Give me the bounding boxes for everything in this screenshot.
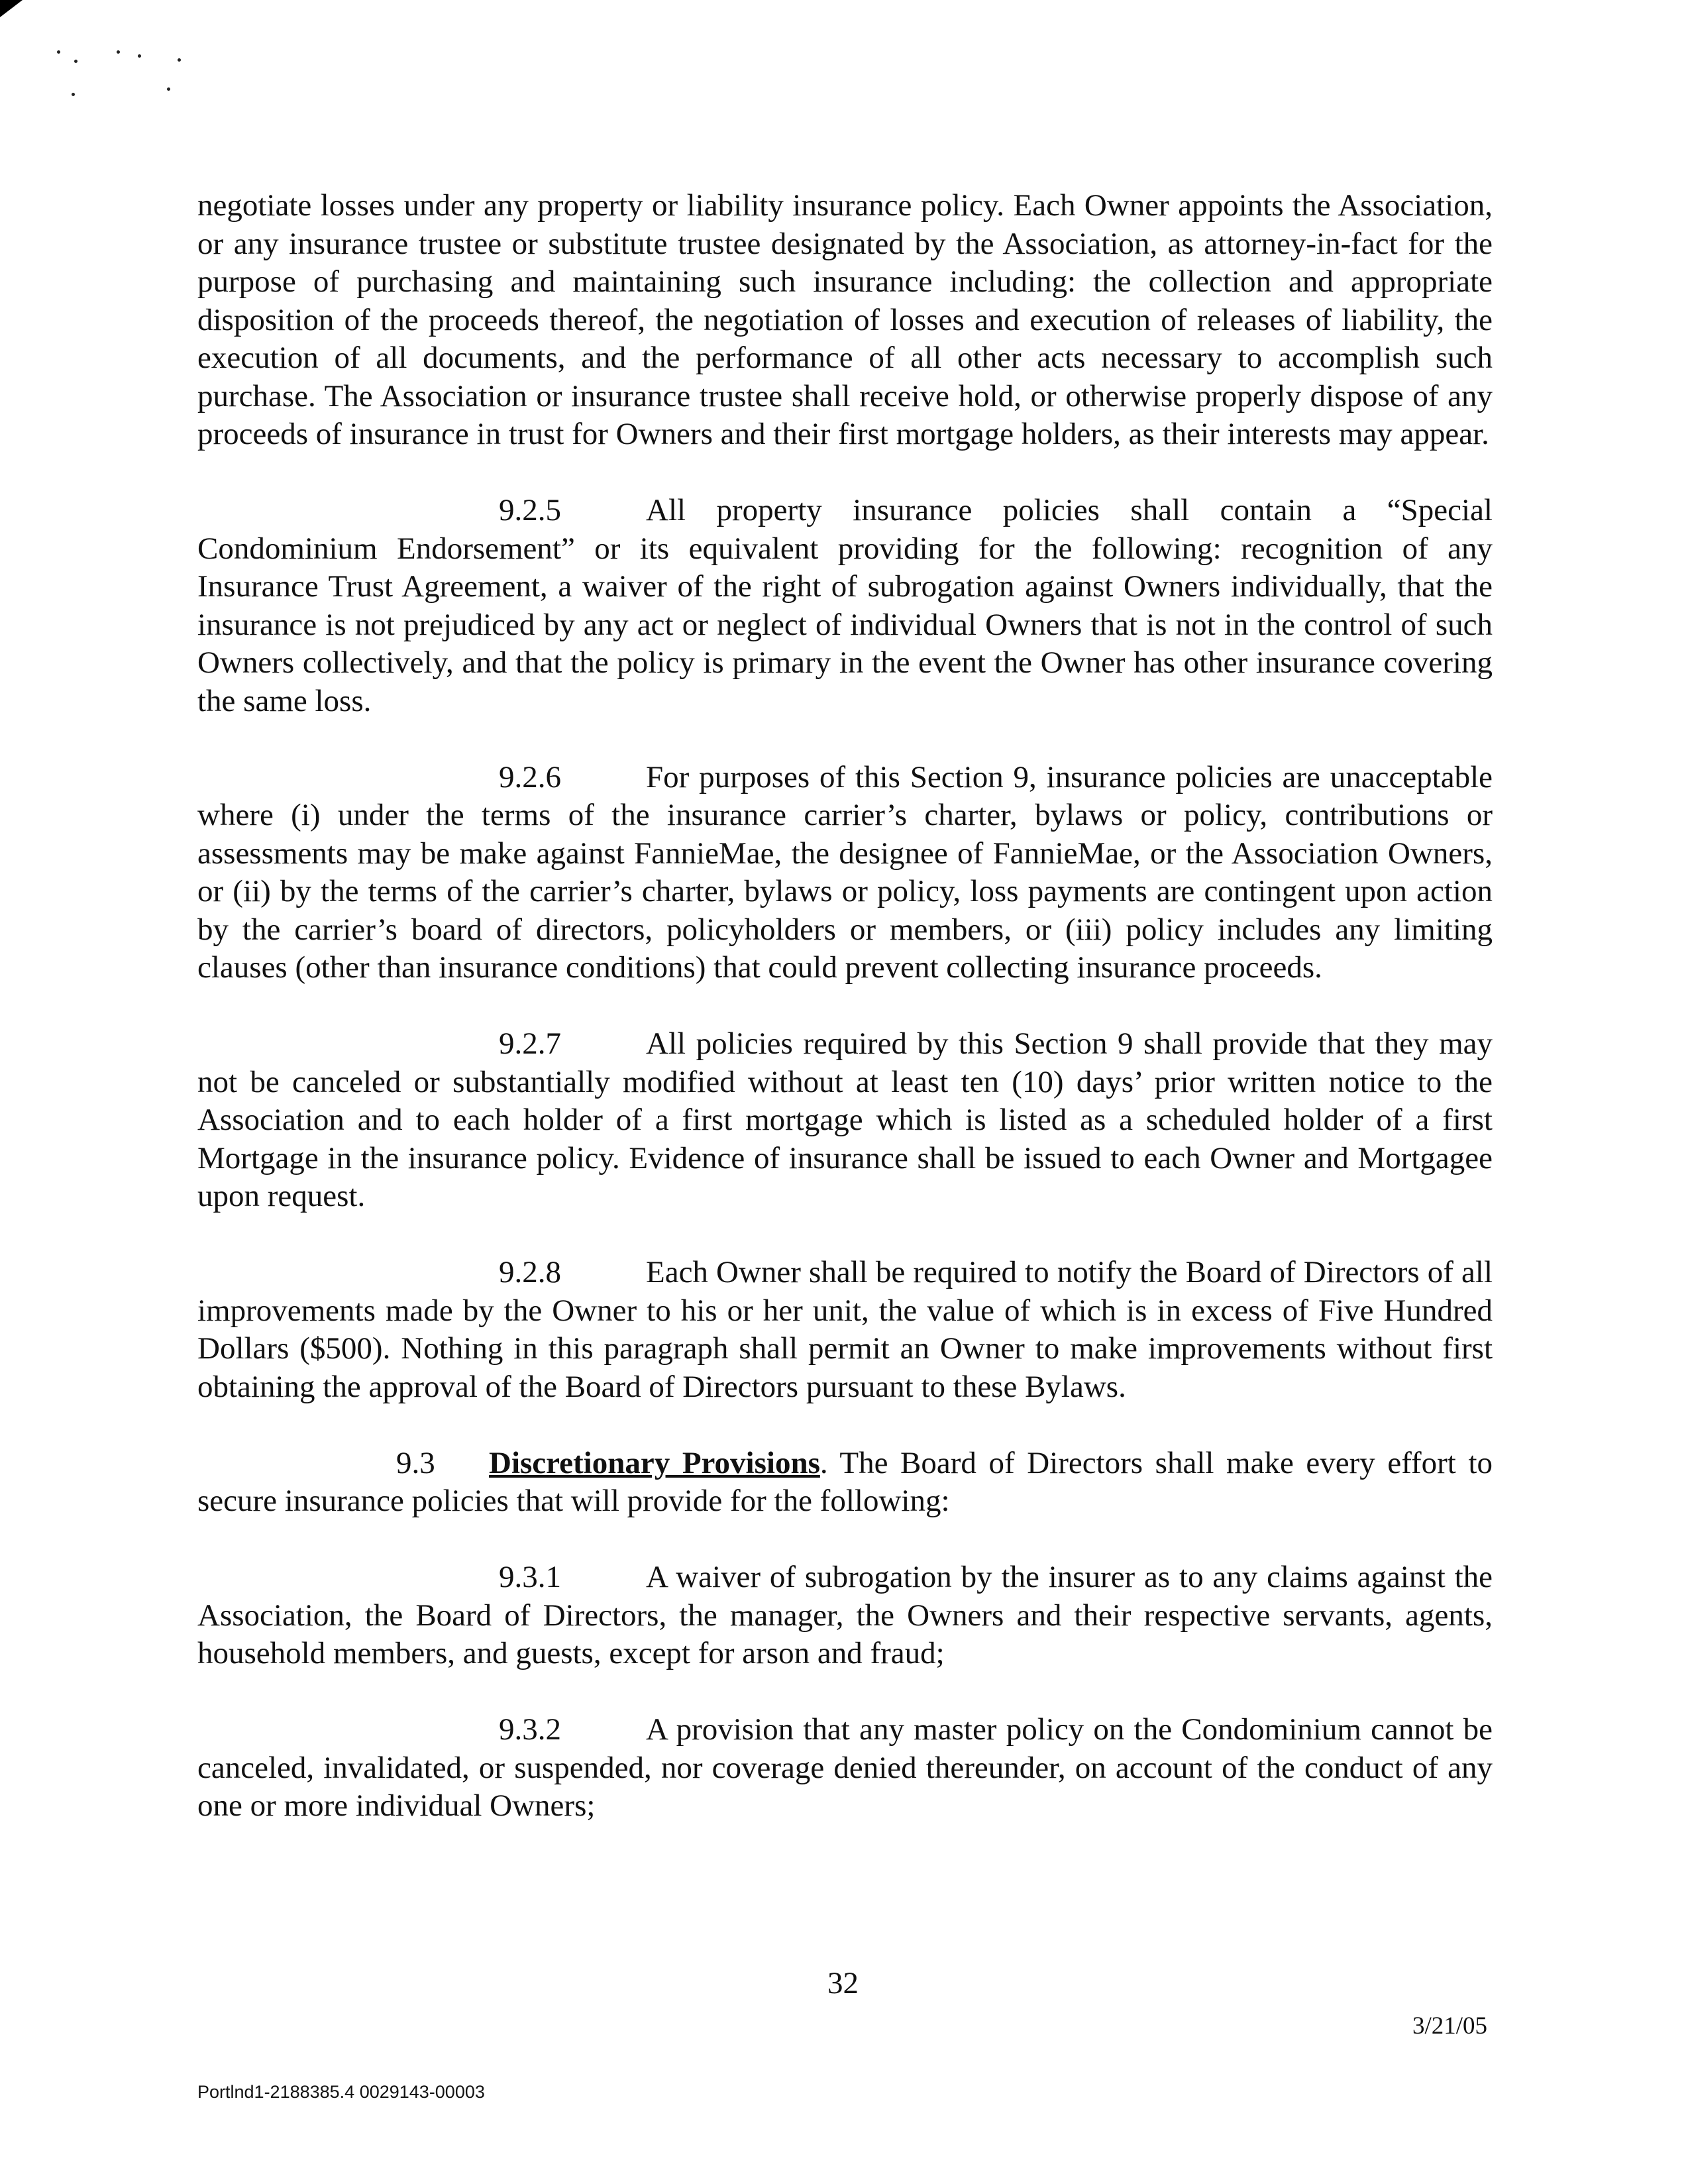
scan-corner-mark [0, 0, 23, 17]
paragraph-9-3-2 [197, 1711, 1493, 1826]
scan-speck [178, 58, 181, 62]
paragraph-text: For purposes of this Section 9, insurance policies are unacceptable where (i) under the terms of the insurance carrier’s charter, bylaws or policy, contributions or assessments may be make against FannieMae, the designee of FannieMae, or the Association Owners, or (ii) by the terms of the carrier’s charter, bylaws or policy, loss payments are contingent upon action by the carrier’s board of directors, policyholders or members, or (iii) policy includes any limiting clauses (other than insurance conditions) that could prevent collecting insurance proceeds. [197, 759, 1493, 985]
scan-speck [57, 50, 60, 54]
document-body [197, 187, 1493, 1826]
paragraph-9-3 [197, 1445, 1493, 1521]
paragraph-9-2-8 [197, 1254, 1493, 1406]
scan-speck [72, 93, 75, 96]
document-id: Portlnd1-2188385.4 0029143-00003 [197, 2082, 485, 2102]
section-number: 9.3 [396, 1445, 435, 1480]
page-number: 32 [827, 1966, 859, 2000]
paragraph-text: All policies required by this Section 9 shall provide that they may not be canceled or substantially modified without at least ten (10) days’ prior written notice to the Association and to each holder of a first mortgage which is listed as a scheduled holder of a first Mortgage in the insurance policy. Evidence of insurance shall be issued to each Owner and Mortgagee upon request. [197, 1026, 1493, 1213]
section-number: 9.2.5 [499, 493, 561, 527]
revision-date: 3/21/05 [1412, 2012, 1487, 2040]
paragraph-9-2-7 [197, 1025, 1493, 1216]
section-number: 9.2.6 [499, 759, 561, 794]
paragraph-text: A waiver of subrogation by the insurer as to any claims against the Association, the Board of Directors, the manager, the Owners and their respective servants, agents, household members, and guests, except for arson and fraud; [197, 1560, 1493, 1670]
paragraph-9-2-5 [197, 492, 1493, 720]
scan-speck [74, 60, 78, 63]
section-number: 9.3.1 [499, 1560, 561, 1594]
section-number: 9.2.7 [499, 1026, 561, 1061]
paragraph-9-2-6 [197, 759, 1493, 987]
paragraph-text: Each Owner shall be required to notify the Board of Directors of all improvements made by the Owner to his or her unit, the value of which is in excess of Five Hundred Dollars ($500). Nothing in this paragraph shall permit an Owner to make improvements without first obtaining the approval of the Board of Directors pursuant to these Bylaws. [197, 1255, 1493, 1404]
section-number: 9.2.8 [499, 1255, 561, 1289]
paragraph-9-3-1 [197, 1558, 1493, 1673]
section-number: 9.3.2 [499, 1712, 561, 1747]
scan-speck [138, 54, 141, 58]
paragraph-text: . The Board of Directors shall make every effort to secure insurance policies that will provide for the following: [197, 1445, 1493, 1518]
scan-speck [167, 87, 170, 91]
scan-speck [117, 50, 120, 54]
section-heading: Discretionary Provisions [489, 1445, 820, 1480]
paragraph-text: A provision that any master policy on the Condominium cannot be canceled, invalidated, or suspended, nor coverage denied thereunder, on account of the conduct of any one or more individual Owners; [197, 1712, 1493, 1823]
paragraph-continuation [197, 187, 1493, 454]
paragraph-text: All property insurance policies shall contain a “Special Condominium Endorsement” or its equivalent providing for the following: recognition of any Insurance Trust Agreement, a waiver of the right of subrogation against Owners individually, that the insurance is not prejudiced by any act or neglect of individual Owners that is not in the control of such Owners collectively, and that the policy is primary in the event the Owner has other insurance covering the same loss. [197, 493, 1493, 718]
paragraph-text: negotiate losses under any property or liability insurance policy. Each Owner appoints the Association, or any insurance trustee or substitute trustee designated by the Association, as attorney-in-fact for the purpose of purchasing and maintaining such insurance including: the collection and appropriate disposition of the proceeds thereof, the negotiation of losses and execution of releases of liability, the execution of all documents, and the performance of all other acts necessary to accomplish such purchase. The Association or insurance trustee shall receive hold, or otherwise properly dispose of any proceeds of insurance in trust for Owners and their first mortgage holders, as their interests may appear. [197, 188, 1493, 451]
